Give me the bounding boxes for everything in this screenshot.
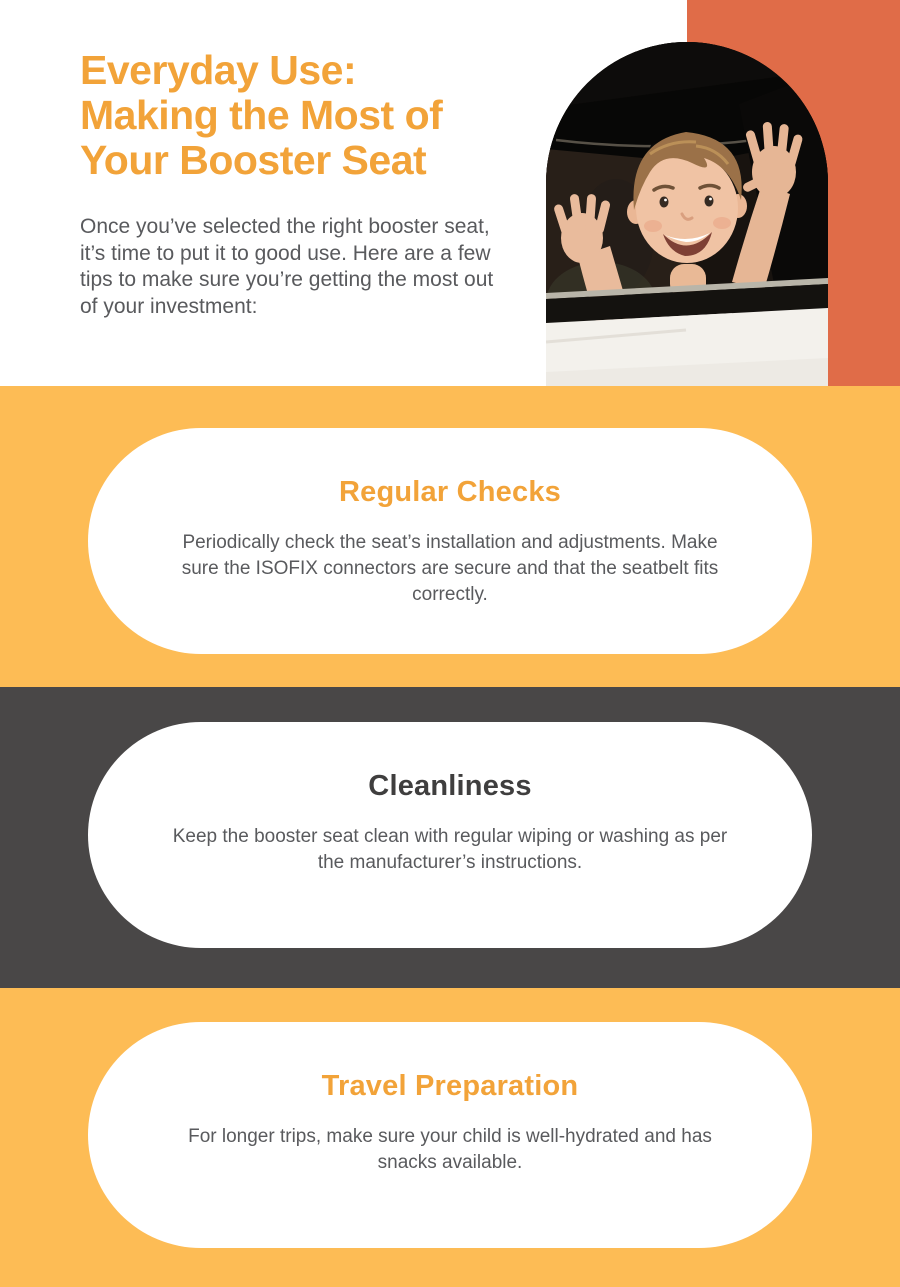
card-body-travel-preparation: For longer trips, make sure your child is well-hydrated and has snacks available. [188,1126,712,1173]
card-body-regular-checks: Periodically check the seat’s installation and adjustments. Make sure the ISOFIX connectors are secure and that the seatbelt fits correctly. [181,532,719,605]
card-title-cleanliness: Cleanliness [368,770,532,802]
hero-section [0,0,900,386]
page-title-line-1: Everyday Use: [80,47,357,93]
child-car-window-illustration [546,42,828,386]
section-regular-checks [0,386,900,687]
tip-card-cleanliness [88,722,812,948]
section-cleanliness [0,687,900,988]
card-body-cleanliness: Keep the booster seat clean with regular wiping or washing as per the manufacturer’s instructions. [172,826,728,873]
page-title-line-3: Your Booster Seat [80,137,427,183]
page-title [80,48,442,183]
card-title-regular-checks: Regular Checks [339,476,561,508]
page-title-line-2: Making the Most of [80,92,443,138]
section-travel-preparation [0,988,900,1287]
hero-photo-arch [546,42,828,386]
card-title-travel-preparation: Travel Preparation [321,1070,579,1102]
tip-card-travel-preparation [88,1022,812,1248]
intro-paragraph: Once you’ve selected the right booster seat, it’s time to put it to good use. Here are a few tips to make sure you’re getting the most out of your investment: [80,215,494,318]
tip-card-regular-checks [88,428,812,654]
